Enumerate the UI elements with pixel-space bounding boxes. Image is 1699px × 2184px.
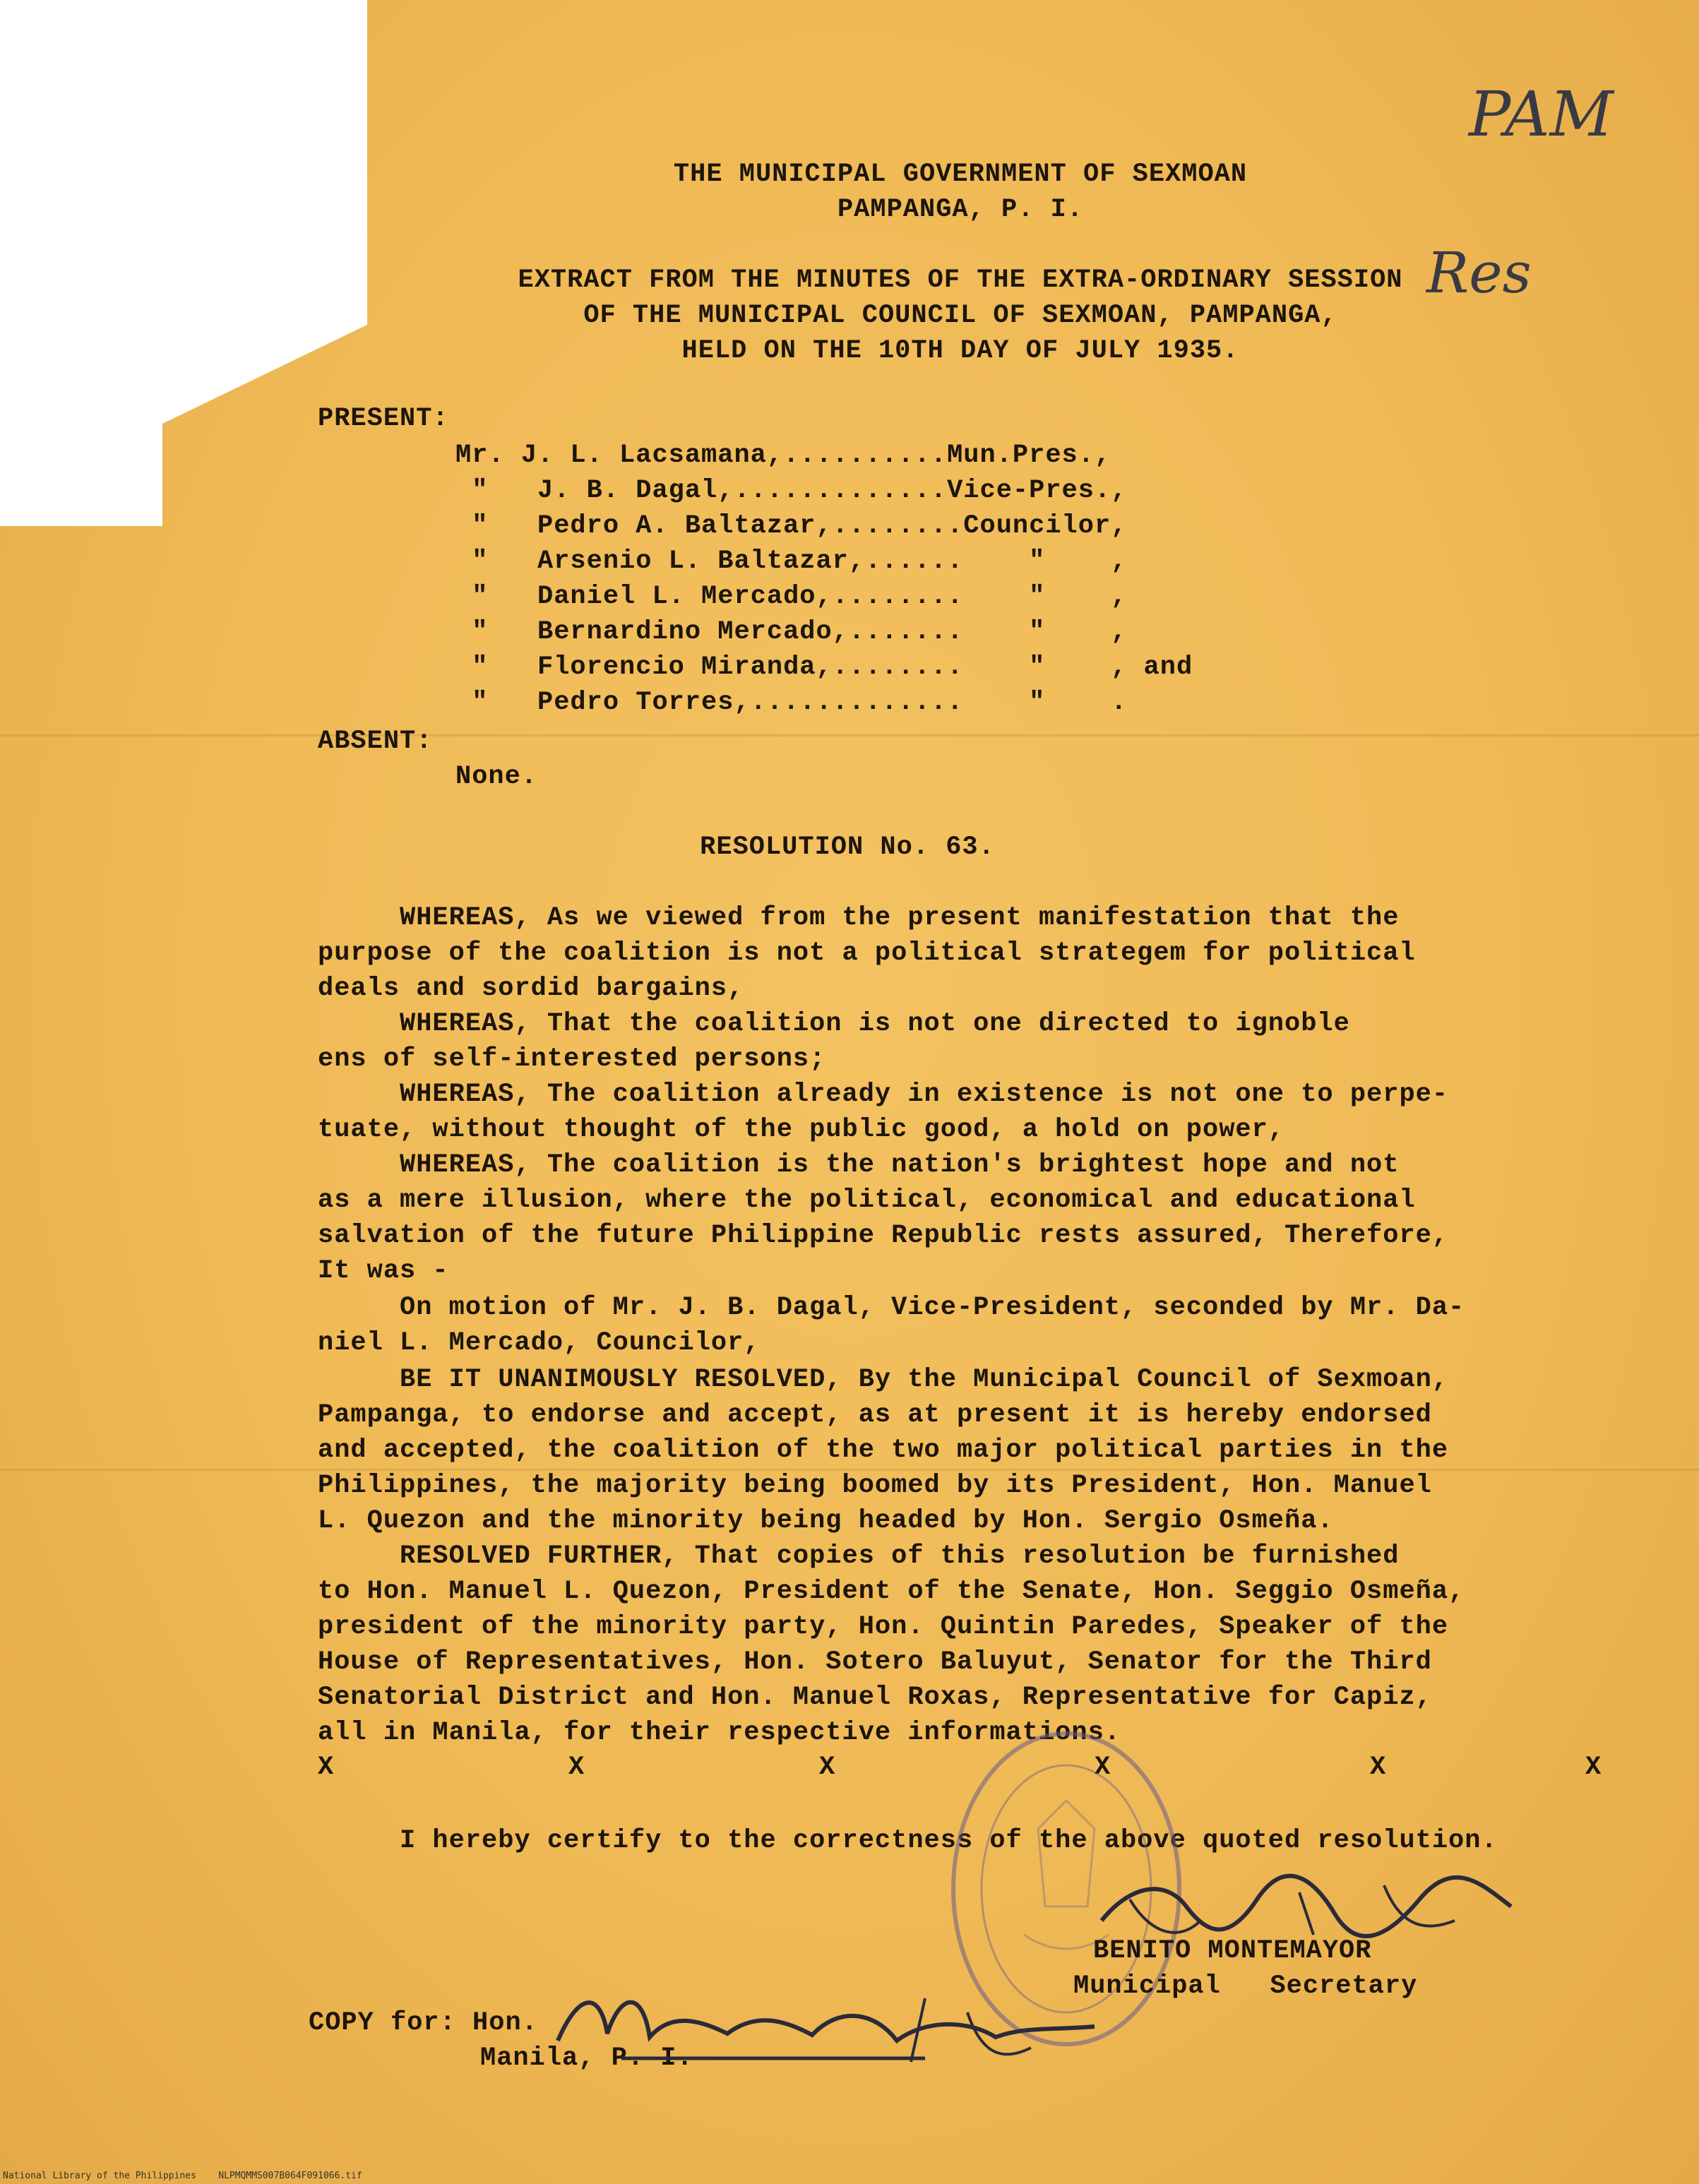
resolution-line: salvation of the future Philippine Republic rests assured, Therefore, <box>318 1221 1449 1251</box>
signatory-title: Municipal Secretary <box>1073 1971 1418 2001</box>
separator-mark: X <box>1095 1753 1111 1782</box>
present-label: PRESENT: <box>318 404 449 434</box>
resolution-line: ens of self-interested persons; <box>318 1044 826 1074</box>
resolution-line: all in Manila, for their respective informations. <box>318 1718 1121 1748</box>
resolution-line: Philippines, the majority being boomed by its President, Hon. Manuel <box>318 1471 1432 1500</box>
resolution-line: purpose of the coalition is not a political strategem for political <box>318 938 1416 968</box>
present-member: " Daniel L. Mercado,........ " , <box>455 582 1128 611</box>
resolution-line: WHEREAS, That the coalition is not one directed to ignoble <box>318 1009 1350 1039</box>
present-member: Mr. J. L. Lacsamana,..........Mun.Pres., <box>455 441 1111 470</box>
copy-for-line-1: COPY for: Hon. <box>309 2008 538 2038</box>
header-line-1: THE MUNICIPAL GOVERNMENT OF SEXMOAN <box>673 160 1248 189</box>
resolution-line: as a mere illusion, where the political, economical and educational <box>318 1186 1416 1215</box>
resolution-line: president of the minority party, Hon. Quintin Paredes, Speaker of the <box>318 1612 1449 1642</box>
header-line-5: HELD ON THE 10TH DAY OF JULY 1935. <box>681 336 1239 366</box>
resolution-line: to Hon. Manuel L. Quezon, President of the Senate, Hon. Seggio Osmeña, <box>318 1577 1465 1606</box>
absent-label: ABSENT: <box>318 727 433 756</box>
handwritten-recipient-signature <box>544 1970 1109 2076</box>
resolution-line: WHEREAS, The coalition already in existence is not one to perpe- <box>318 1080 1449 1109</box>
separator-mark: X <box>1585 1753 1602 1782</box>
copy-for-line-2: Manila, P. I. <box>480 2043 693 2073</box>
resolution-line: niel L. Mercado, Councilor, <box>318 1328 761 1358</box>
present-member: " Pedro Torres,............. " . <box>455 688 1128 717</box>
present-member: " Arsenio L. Baltazar,...... " , <box>455 547 1128 576</box>
certification-text: I hereby certify to the correctness of the above quoted resolution. <box>318 1826 1498 1856</box>
present-member: " Florencio Miranda,........ " , and <box>455 652 1193 682</box>
archive-footer: National Library of the Philippines NLPMQMMS007B064F091066.tif <box>3 2171 362 2181</box>
separator-mark: X <box>819 1753 835 1782</box>
resolution-line: BE IT UNANIMOUSLY RESOLVED, By the Municipal Council of Sexmoan, <box>318 1365 1449 1395</box>
header-line-3: EXTRACT FROM THE MINUTES OF THE EXTRA-ORDINARY SESSION <box>518 265 1403 295</box>
resolution-line: House of Representatives, Hon. Sotero Baluyut, Senator for the Third <box>318 1647 1432 1677</box>
resolution-line: and accepted, the coalition of the two major political parties in the <box>318 1436 1449 1465</box>
resolution-line: deals and sordid bargains, <box>318 974 744 1003</box>
resolution-line: Pampanga, to endorse and accept, as at present it is hereby endorsed <box>318 1400 1432 1430</box>
resolution-line: L. Quezon and the minority being headed by Hon. Sergio Osmeña. <box>318 1506 1334 1536</box>
present-member: " J. B. Dagal,.............Vice-Pres., <box>455 476 1128 506</box>
resolution-title: RESOLUTION No. 63. <box>700 833 995 862</box>
separator-mark: X <box>568 1753 585 1782</box>
resolution-line: It was - <box>318 1256 449 1286</box>
fold-line <box>0 734 1699 736</box>
present-member: " Bernardino Mercado,....... " , <box>455 617 1128 647</box>
signatory-name: BENITO MONTEMAYOR <box>1093 1936 1372 1966</box>
resolution-line: WHEREAS, The coalition is the nation's brightest hope and not <box>318 1150 1400 1180</box>
separator-mark: X <box>318 1753 334 1782</box>
header-line-2: PAMPANGA, P. I. <box>837 195 1084 225</box>
handwritten-annotation-pam: PAM <box>1469 78 1614 150</box>
resolution-line: RESOLVED FURTHER, That copies of this resolution be furnished <box>318 1541 1400 1571</box>
resolution-line: Senatorial District and Hon. Manuel Roxas, Representative for Capiz, <box>318 1683 1432 1712</box>
handwritten-annotation-res: Res <box>1426 240 1532 306</box>
resolution-line: On motion of Mr. J. B. Dagal, Vice-President, seconded by Mr. Da- <box>318 1293 1465 1323</box>
absent-value: None. <box>455 762 538 792</box>
separator-mark: X <box>1370 1753 1386 1782</box>
header-line-4: OF THE MUNICIPAL COUNCIL OF SEXMOAN, PAMPANGA, <box>583 301 1337 330</box>
resolution-line: WHEREAS, As we viewed from the present manifestation that the <box>318 903 1400 933</box>
present-member: " Pedro A. Baltazar,........Councilor, <box>455 511 1128 541</box>
resolution-line: tuate, without thought of the public good, a hold on power, <box>318 1115 1285 1145</box>
